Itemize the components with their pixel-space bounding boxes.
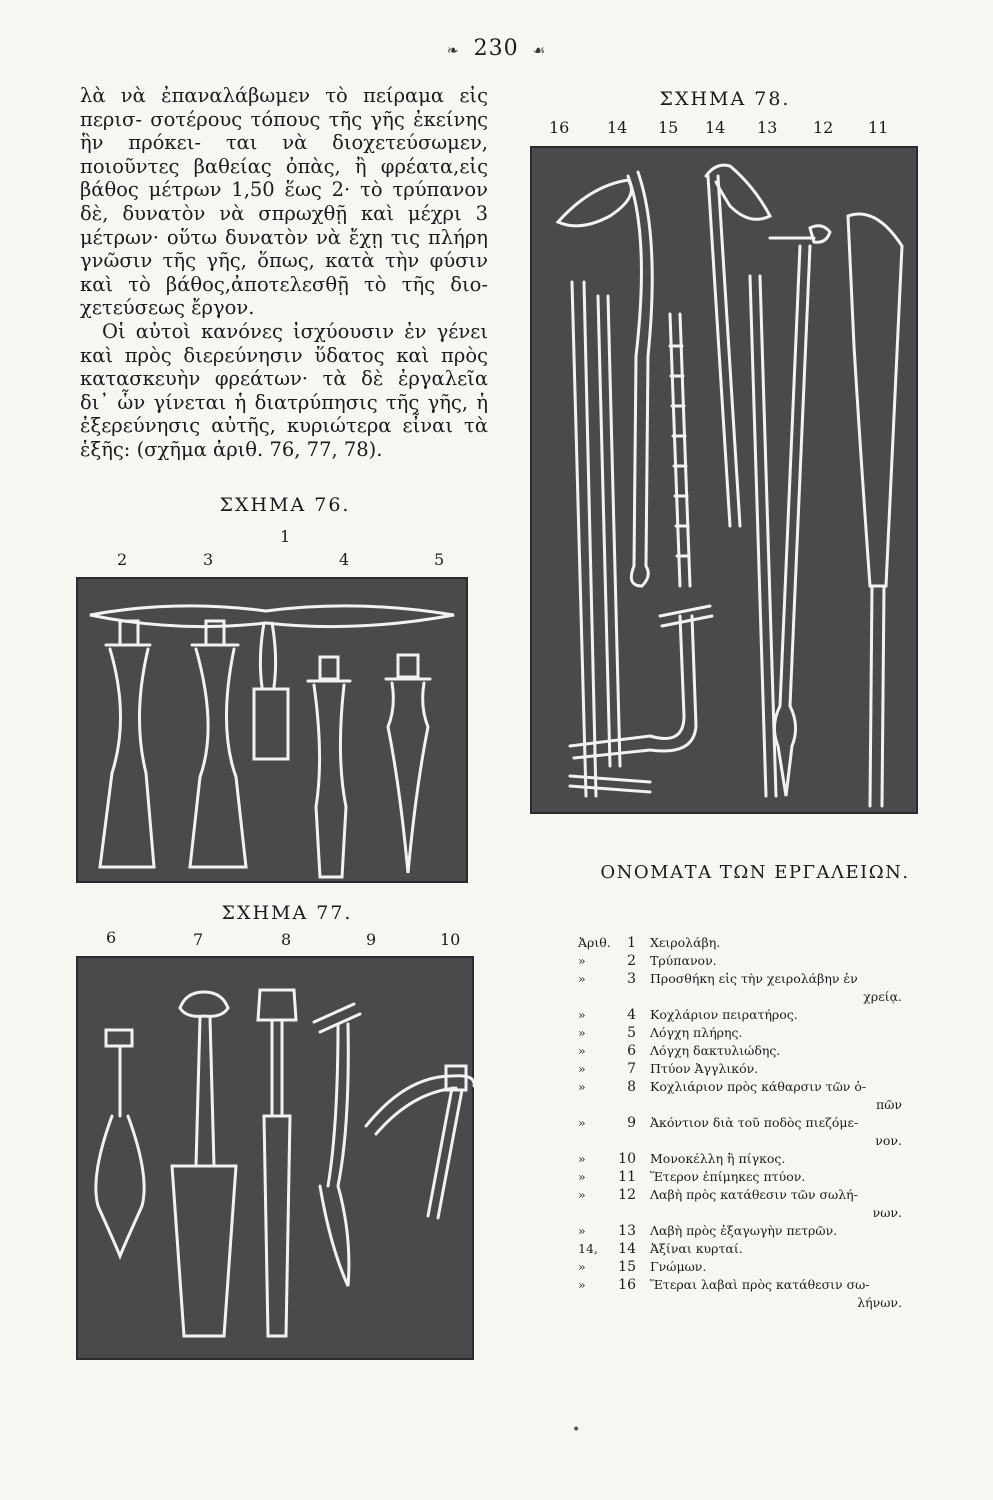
figure-78-woodcut: [530, 146, 918, 814]
list-item-continuation: νον.: [875, 1133, 902, 1148]
list-item: [578, 1168, 908, 1186]
tool-7-shaft: [196, 1018, 214, 1166]
figure-77-number: 9: [366, 930, 377, 949]
list-item: [578, 1150, 908, 1168]
tool-11-handle: [870, 586, 884, 806]
figure-77-drawing: [76, 956, 474, 1360]
list-item-number: 12: [618, 1187, 636, 1203]
list-item-text: Προσθήκη εἰς τὴν χειρολάβην ἐν: [650, 971, 858, 986]
list-item-text: Λαβὴ πρὸς ἐξαγωγὴν πετρῶν.: [650, 1223, 838, 1238]
list-item-text: Κοχλιάριον πρὸς κάθαρσιν τῶν ὀ-: [650, 1079, 867, 1094]
list-item-prefix: »: [578, 1043, 586, 1058]
list-item-prefix: »: [578, 1115, 586, 1130]
tool-2-body: [100, 645, 154, 867]
figure-78-title: ΣΧΗΜΑ 78.: [659, 88, 791, 110]
body-text: [80, 84, 488, 462]
tool-2-thread: [120, 621, 138, 645]
list-item-prefix: »: [578, 1151, 586, 1166]
list-item: [578, 1114, 908, 1150]
tool-9-body: [320, 1024, 349, 1286]
figure-76-drawing: [76, 577, 468, 883]
list-item-prefix: »: [578, 1025, 586, 1040]
list-item-number: 9: [627, 1115, 636, 1131]
figure-76-number: 1: [280, 527, 291, 546]
list-item: [578, 1042, 908, 1060]
list-item-prefix: »: [578, 971, 586, 986]
list-item: [578, 1240, 908, 1258]
page-number-header: [0, 36, 993, 61]
list-item-prefix: »: [578, 1223, 586, 1238]
list-item-text: Ἕτεραι λαβαὶ πρὸς κατάθεσιν σω-: [650, 1277, 870, 1292]
figure-78-number: 12: [813, 118, 834, 137]
list-item-number: 1: [627, 935, 636, 951]
figure-76-number: 2: [117, 550, 128, 569]
figure-77-title: ΣΧΗΜΑ 77.: [221, 902, 353, 924]
list-item-number: 7: [627, 1061, 636, 1077]
list-item-text: Χειρολάβη.: [650, 935, 721, 950]
list-item-prefix: 14,: [578, 1241, 598, 1256]
figure-78-number: 16: [549, 118, 570, 137]
tool-3-thread: [206, 621, 224, 645]
list-item: [578, 1276, 908, 1312]
list-item-text: Λόγχη δακτυλιώδης.: [650, 1043, 781, 1058]
figure-76-number: 3: [203, 550, 214, 569]
figure-77-number: 8: [281, 930, 292, 949]
tool-brace-body: [570, 616, 696, 758]
tool-3-body: [190, 645, 246, 867]
tool-12-ring: [810, 226, 830, 243]
tool-14-rod-left-inner: [598, 296, 620, 766]
list-item-text: Λαβὴ πρὸς κατάθεσιν τῶν σωλή-: [650, 1187, 858, 1202]
tool-12-spear: [774, 246, 810, 796]
list-item: [578, 1222, 908, 1240]
list-item-prefix: »: [578, 1079, 586, 1094]
figure-78-number: 14: [705, 118, 726, 137]
list-item-prefix: Ἀριθ.: [578, 935, 611, 950]
list-item: [578, 1258, 908, 1276]
list-item-number: 6: [627, 1043, 636, 1059]
list-item: [578, 1006, 908, 1024]
figure-76-woodcut: [76, 577, 468, 883]
tool-4-thread: [320, 657, 338, 679]
figure-77-woodcut: [76, 956, 474, 1360]
list-item-text: Ἀκόντιον διὰ τοῦ ποδὸς πιεζόμε-: [650, 1115, 859, 1130]
list-item: [578, 1060, 908, 1078]
tool-4-body: [308, 681, 350, 877]
list-item-text: Λόγχη πλήρης.: [650, 1025, 743, 1040]
print-dot: •: [572, 1422, 581, 1438]
list-item-text: Πτύον Ἀγγλικόν.: [650, 1061, 759, 1076]
list-item-number: 3: [627, 971, 636, 987]
figure-77-number: 6: [106, 928, 117, 947]
tool-5-body: [386, 679, 430, 873]
figure-78-number: 11: [868, 118, 889, 137]
figure-76-number: 5: [434, 550, 445, 569]
tool-16-blade: [558, 180, 631, 226]
list-item-text: Τρύπανον.: [650, 953, 717, 968]
list-item-continuation: πῶν: [875, 1097, 902, 1112]
list-item-continuation: λήνων.: [857, 1295, 902, 1310]
list-item-number: 8: [627, 1079, 636, 1095]
tool-14-hook: [706, 165, 770, 219]
list-item-prefix: »: [578, 1187, 586, 1202]
list-item-prefix: »: [578, 1259, 586, 1274]
paragraph-2: Οἱ αὐτοὶ κανόνες ἰσχύουσιν ἐν γένει καὶ πρὸς διερεύνησιν ὕδατος καὶ πρὸς κατασκευὴν φρεάτων· τὰ δὲ ἐργαλεῖα δι᾽ ὧν γίνεται ἡ διατρύπησις τῆς γῆς, ἡ ἐξερεύνησις αὐτῆς, κυριώτερα εἶναι τὰ ἑξῆς: (σχῆμα ἀριθ. 76, 77, 78).: [80, 319, 488, 461]
tool-brace-top: [660, 606, 712, 626]
list-item: [578, 1078, 908, 1114]
list-item-continuation: χρείᾳ.: [863, 989, 902, 1004]
list-item-prefix: »: [578, 1061, 586, 1076]
paragraph-1: λὰ νὰ ἐπαναλάβωμεν τὸ πείραμα εἰς περισ- σοτέρους τόπους τῆς γῆς ἐκείνης ἣν πρόκει- ται νὰ διοχετεύσωμεν, ποιοῦντες βαθείας ὀπὰς, ἢ φρέατα,εἰς βάθος μέτρων 1,50 ἕως 2· τὸ τρύπανον δὲ, δυνατὸν νὰ σπρωχθῇ καὶ μέχρι 3 μέτρων· οὕτω δυνατὸν νὰ ἔχῃ τις πλήρη γνῶσιν τῆς γῆς, ὅπως, κατὰ τὴν φύσιν καὶ τὸ βάθος,ἀποτελεσθῇ τὸ τῆς διο- χετεύσεως ἔργον.: [80, 84, 488, 320]
handle-socket: [254, 689, 288, 759]
tool-10-head: [446, 1066, 466, 1090]
figure-78-number: 15: [658, 118, 679, 137]
figure-76-title: ΣΧΗΜΑ 76.: [219, 494, 351, 516]
tool-16-shaft: [628, 172, 652, 586]
tool-10-handle: [428, 1088, 462, 1218]
list-item-number: 11: [618, 1169, 636, 1185]
list-item: [578, 1186, 908, 1222]
tool-8-body: [264, 1020, 290, 1336]
list-item-number: 10: [618, 1151, 636, 1167]
list-item-number: 2: [627, 953, 636, 969]
list-item-number: 14: [618, 1241, 636, 1257]
handle-stem: [260, 623, 275, 687]
tool-7-blade: [172, 1166, 236, 1336]
tool-8-grip: [258, 990, 296, 1020]
list-item: [578, 952, 908, 970]
list-item-text: Ἀξίναι κυρταί.: [650, 1241, 743, 1256]
tool-names-list: [578, 934, 908, 1312]
list-item-prefix: »: [578, 1007, 586, 1022]
list-item: [578, 970, 908, 1006]
list-item-text: Γνώμων.: [650, 1259, 707, 1274]
tool-7-grip: [180, 992, 228, 1016]
tool-13-rod: [750, 276, 776, 796]
page-number: 230: [473, 36, 519, 61]
list-item-prefix: »: [578, 1277, 586, 1292]
tool-6-body: [96, 1046, 144, 1256]
list-item: [578, 934, 908, 952]
tool-5-thread: [398, 655, 418, 677]
ornament-left-icon: ❧: [446, 43, 460, 59]
list-item-continuation: νων.: [872, 1205, 902, 1220]
tool-15-ruler: [670, 314, 690, 586]
list-item: [578, 1024, 908, 1042]
list-item-number: 13: [618, 1223, 636, 1239]
tool-names-title: ΟΝΟΜΑΤΑ ΤΩΝ ΕΡΓΑΛΕΙΩΝ.: [600, 862, 910, 883]
list-item-number: 16: [618, 1277, 636, 1293]
figure-78-number: 14: [607, 118, 628, 137]
tool-14-rod-left: [572, 282, 596, 796]
figure-76-number: 4: [339, 550, 350, 569]
figure-78-number: 13: [757, 118, 778, 137]
list-item-text: Ἕτερον ἐπίμηκες πτύον.: [650, 1169, 806, 1184]
figure-78-drawing: [530, 146, 918, 814]
list-item-text: Μονοκέλλη ἢ πίγκος.: [650, 1151, 786, 1166]
tool-brace-foot: [570, 776, 650, 792]
tool-6-thread: [106, 1030, 132, 1046]
figure-77-number: 10: [440, 930, 461, 949]
list-item-prefix: »: [578, 1169, 586, 1184]
tool-11-blade: [848, 214, 902, 586]
list-item-number: 5: [627, 1025, 636, 1041]
list-item-number: 15: [618, 1259, 636, 1275]
list-item-number: 4: [627, 1007, 636, 1023]
figure-77-number: 7: [193, 930, 204, 949]
list-item-text: Κοχλάριον πειρατήρος.: [650, 1007, 798, 1022]
ornament-right-icon: ☙: [532, 43, 547, 59]
list-item-prefix: »: [578, 953, 586, 968]
tool-14-shaft-right: [708, 176, 740, 526]
